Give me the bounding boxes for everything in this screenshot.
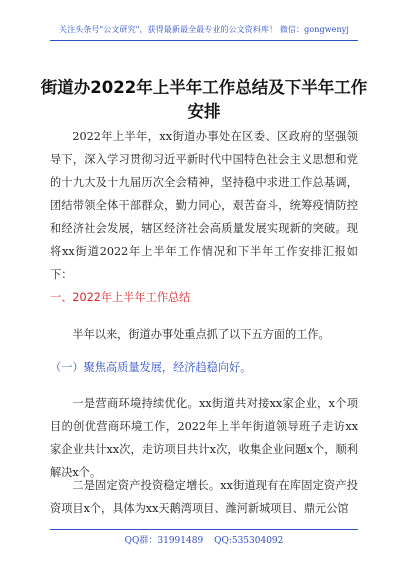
section-1-paragraph: 半年以来，街道办事处重点抓了以下五方面的工作。 bbox=[72, 328, 330, 341]
footer-divider bbox=[50, 529, 358, 530]
section-heading-1: 一、2022年上半年工作总结 bbox=[50, 291, 191, 304]
footer bbox=[50, 533, 358, 546]
header-divider bbox=[50, 40, 358, 41]
intro-paragraph: 2022年上半年，xx街道办事处在区委、区政府的坚强领导下，深入学习贯彻习近平新时代中国特色社会主义思想和党的十九大及十九届历次全会精神，坚持稳中求进工作总基调，团结带领全体干部群众，勤力同心，艰苦奋斗，统筹疫情防控和经济社会发展，辖区经济社会高质量发展实现新的突破。现将xx街道2022年上半年工作情况和下半年工作安排汇报如下： bbox=[50, 130, 358, 281]
footer-qq: QQ:535304092 bbox=[214, 536, 284, 546]
page-title: 街道办2022年上半年工作总结及下半年工作安排 bbox=[40, 78, 368, 121]
item-2-paragraph: 二是固定资产投资稳定增长。xx街道现有在库固定资产投资项目x个，具体为xx天鹅湾项目、潍河新城项目、鼎元公馆 bbox=[50, 479, 358, 515]
subsection-heading-1: （一）聚焦高质量发展，经济趋稳向好。 bbox=[50, 361, 252, 374]
header-banner: 关注头条号"公文研究"，获得最新最全最专业的公文资料库！ 微信：gongwenyj bbox=[59, 25, 349, 34]
item-1-paragraph: 一是营商环境持续优化。xx街道共对接xx家企业，x个项目的创优营商环境工作，2022年上半年街道领导班子走访xx家企业共计xx次，走访项目共计x次，收集企业问题x个，顺利解决x个。 bbox=[50, 397, 358, 479]
footer-qq-group: QQ群：31991489 bbox=[124, 536, 204, 546]
